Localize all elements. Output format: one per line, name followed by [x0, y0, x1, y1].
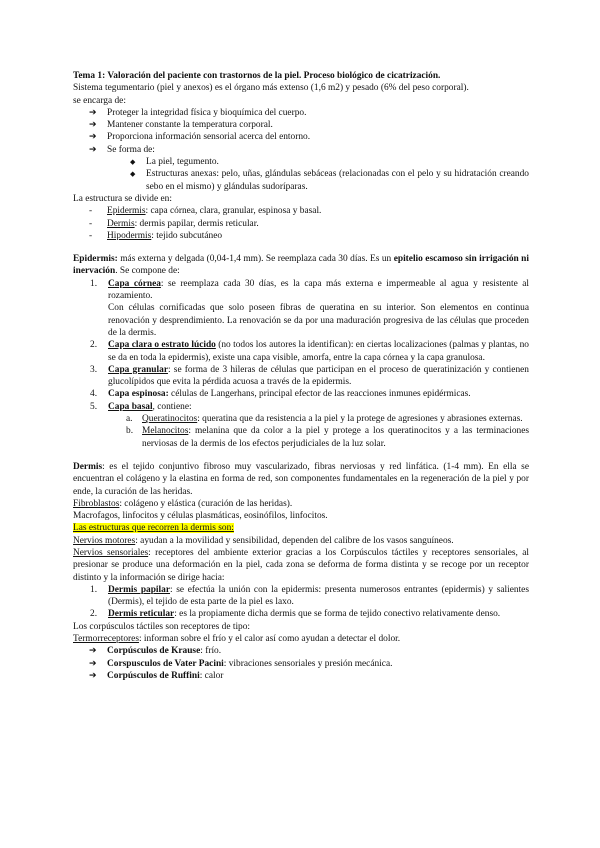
arrow-bullet-icon: ➔ [89, 144, 97, 155]
layer-item: - Epidermis: capa córnea, clara, granular, espinosa y basal. [89, 206, 322, 217]
layer-item: - Hipodermis: tejido subcutáneo [89, 230, 223, 241]
diamond-bullet-icon: ◆ [130, 158, 136, 167]
highlighted-heading: Las estructuras que recorren la dermis son: [73, 523, 234, 534]
form-item: ◆ Estructuras anexas: pelo, uñas, glándulas sebáceas (relacionadas con el pelo y su hidratación creando sebo en el mismo) y glándulas sudoríparas. [130, 169, 529, 192]
dermis-layer-item: 1. Dermis papilar: se efectúa la unión con la epidermis: presenta numerosos entrantes (epidermis) y salientes (Dermis), el tejido de esta parte de la piel es laxo. [90, 584, 529, 608]
receptor-item: ➔ Corpúsculos de Ruffini: calor [89, 670, 224, 681]
epidermis-layer-item: 5. Capa basal, contiene: [90, 401, 192, 412]
basal-cell-item: a. Queratinocitos: queratina que da resistencia a la piel y la protege de agresiones y abrasiones externas. [126, 414, 523, 425]
intro-line-2: se encarga de: [73, 95, 126, 106]
structure-intro: La estructura se divide en: [73, 193, 172, 204]
task-item: ➔ Proporciona información sensorial acerca del entorno. [89, 132, 311, 143]
form-item: ◆ La piel, tegumento. [130, 157, 219, 168]
document-page [73, 70, 529, 682]
fibroblastos-line: Fibroblastos: colágeno y elástica (curación de las heridas). [73, 498, 293, 509]
task-item: ➔ Se forma de: [89, 144, 155, 155]
dash-bullet: - [89, 206, 93, 217]
arrow-bullet-icon: ➔ [89, 120, 97, 131]
corpuscles-intro: Los corpúsculos táctiles son receptores de tipo: [73, 621, 251, 632]
epidermis-layer-item: 2. Capa clara o estrato lúcido (no todos los autores la identifican): en ciertas localizaciones (palmas y plantas, no se da en toda la epidermis), existe una capa visible, amorfa, entre la capa córnea y la capa granulosa. [90, 340, 529, 363]
dermis-layer-item: 2. Dermis reticular: es la propiamente dicha dermis que se forma de tejido conectivo relativamente denso. [90, 609, 501, 620]
arrow-bullet-icon: ➔ [89, 646, 97, 657]
diamond-bullet-icon: ◆ [130, 170, 136, 179]
arrow-bullet-icon: ➔ [89, 670, 97, 681]
receptor-item: ➔ Corpúsculos de Krause: frío. [89, 646, 222, 657]
epidermis-paragraph: Epidermis: más externa y delgada (0,04-1,4 mm). Se reemplaza cada 30 días. Es un epitelio escamoso sin irrigación ni inervación. Se compone de: [73, 254, 529, 277]
epidermis-layer-item: 1. Capa córnea: se reemplaza cada 30 días, es la capa más externa e impermeable al agua y resistente al rozamiento. [90, 278, 529, 302]
dash-bullet: - [89, 230, 93, 241]
dermis-paragraph: Dermis: es el tejido conjuntivo fibroso muy vascularizado, fibras nerviosas y red linfática. (1-4 mm). En ella se encuentran el colágeno y la elastina en forma de red, son componentes fundamentales en la regeneración de la piel y por ende, la curación de las heridas. [73, 461, 529, 497]
task-item: ➔ Proteger la integridad física y bioquímica del cuerpo. [89, 107, 307, 118]
motor-nerves-line: Nervios motores: ayudan a la movilidad y sensibilidad, dependen del calibre de los vasos sanguíneos. [73, 535, 454, 546]
macrofagos-line: Macrofagos, linfocitos y células plasmáticas, eosinófilos, linfocitos. [73, 511, 328, 522]
arrow-bullet-icon: ➔ [89, 658, 97, 669]
epidermis-layer-item: 3. Capa granular: se forma de 3 hileras de células que participan en el proceso de queratinización y contienen glucolípidos que evita la pérdida acuosa a través de la epidermis. [90, 364, 529, 388]
dash-bullet: - [89, 218, 93, 229]
arrow-bullet-icon: ➔ [89, 132, 97, 143]
basal-cell-item: b. Melanocitos: melanina que da color a la piel y protege a los queratinocitos y a las terminaciones nerviosas de la dermis de los efectos perjudiciales de la luz solar. [126, 426, 529, 449]
sensory-nerves-paragraph: Nervios sensoriales: receptores del ambiente exterior gracias a los Corpúsculos táctiles y receptores sensoriales, al presionar se produce una deformación en la piel, cada zona se deforma de forma distinta y se recoge por un receptor distinto y la información se dirige hacia: [73, 547, 529, 583]
document-title: Tema 1: Valoración del paciente con trastornos de la piel. Proceso biológico de cicatrización. [73, 71, 441, 81]
intro-line-1: Sistema tegumentario (piel y anexos) es el órgano más extenso (1,6 m2) y pesado (6% del peso corporal). [73, 83, 469, 94]
arrow-bullet-icon: ➔ [89, 107, 97, 118]
epidermis-layer-item: 4. Capa espinosa: células de Langerhans, principal efector de las reacciones inmunes epidérmicas. [90, 389, 471, 400]
task-item: ➔ Mantener constante la temperatura corporal. [89, 120, 273, 131]
receptor-item: ➔ Corspusculos de Vater Pacini: vibraciones sensoriales y presión mecánica. [89, 658, 393, 669]
epidermis-layer-extra: Con células cornificadas que solo poseen fibras de queratina en su interior. Son elementos en continua renovación y desprendimiento. La renovación se da por una maduración progresiva de las células que proceden de la dermis. [108, 303, 529, 338]
thermoreceptors-line: Termorreceptores: informan sobre el frío y el calor así como ayudan a detectar el dolor. [73, 634, 401, 645]
layer-item: - Dermis: dermis papilar, dermis reticular. [89, 218, 259, 229]
